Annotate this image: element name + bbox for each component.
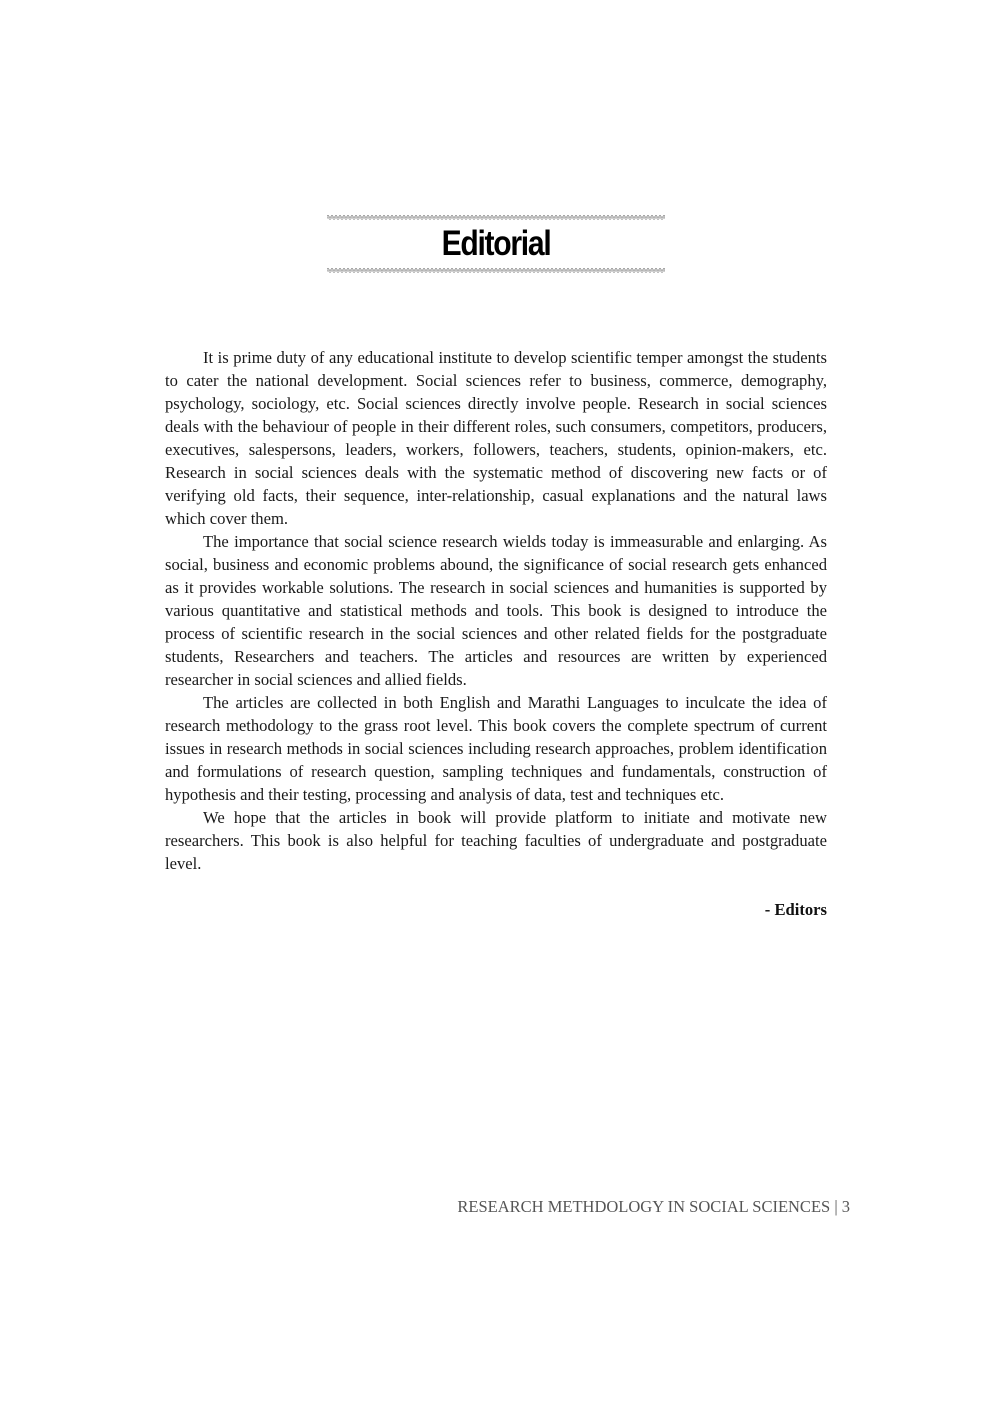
editorial-body xyxy=(165,346,827,875)
paragraph-4: We hope that the articles in book will provide platform to initiate and motivate new researchers. This book is also helpful for teaching faculties of undergraduate and postgraduate level. xyxy=(165,808,827,873)
paragraph-1: It is prime duty of any educational institute to develop scientific temper amongst the students to cater the national development. Social sciences refer to business, commerce, demography, psychology, sociology, etc. Social sciences directly involve people. Research in social sciences deals with the behaviour of people in their different roles, such consumers, competitors, producers, executives, salespersons, leaders, workers, followers, teachers, students, opinion-makers, etc. Research in social sciences deals with the systematic method of discovering new facts or of verifying old facts, their sequence, inter-relationship, casual explanations and the natural laws which cover them. xyxy=(165,348,827,528)
wavy-rule-top-icon xyxy=(327,214,665,220)
paragraph-2: The importance that social science research wields today is immeasurable and enlarging. As social, business and economic problems abound, the significance of social research gets enhanced as it provides workable solutions. The research in social sciences and humanities is supported by various quantitative and statistical methods and tools. This book is designed to introduce the process of scientific research in the social sciences and other related fields for the postgraduate students, Researchers and teachers. The articles and resources are written by experienced researcher in social sciences and allied fields. xyxy=(165,532,827,689)
signature: - Editors xyxy=(764,900,827,919)
wavy-rule-bottom-icon xyxy=(327,267,665,273)
page-title: Editorial xyxy=(441,224,551,263)
running-footer: RESEARCH METHDOLOGY IN SOCIAL SCIENCES | 3 xyxy=(457,1197,850,1216)
paragraph-3: The articles are collected in both English and Marathi Languages to inculcate the idea of research methodology to the grass root level. This book covers the complete spectrum of current issues in research methods in social sciences including research approaches, problem identification and formulations of research question, sampling techniques and fundamentals, construction of hypothesis and their testing, processing and analysis of data, test and techniques etc. xyxy=(165,693,827,804)
title-block xyxy=(327,214,665,276)
